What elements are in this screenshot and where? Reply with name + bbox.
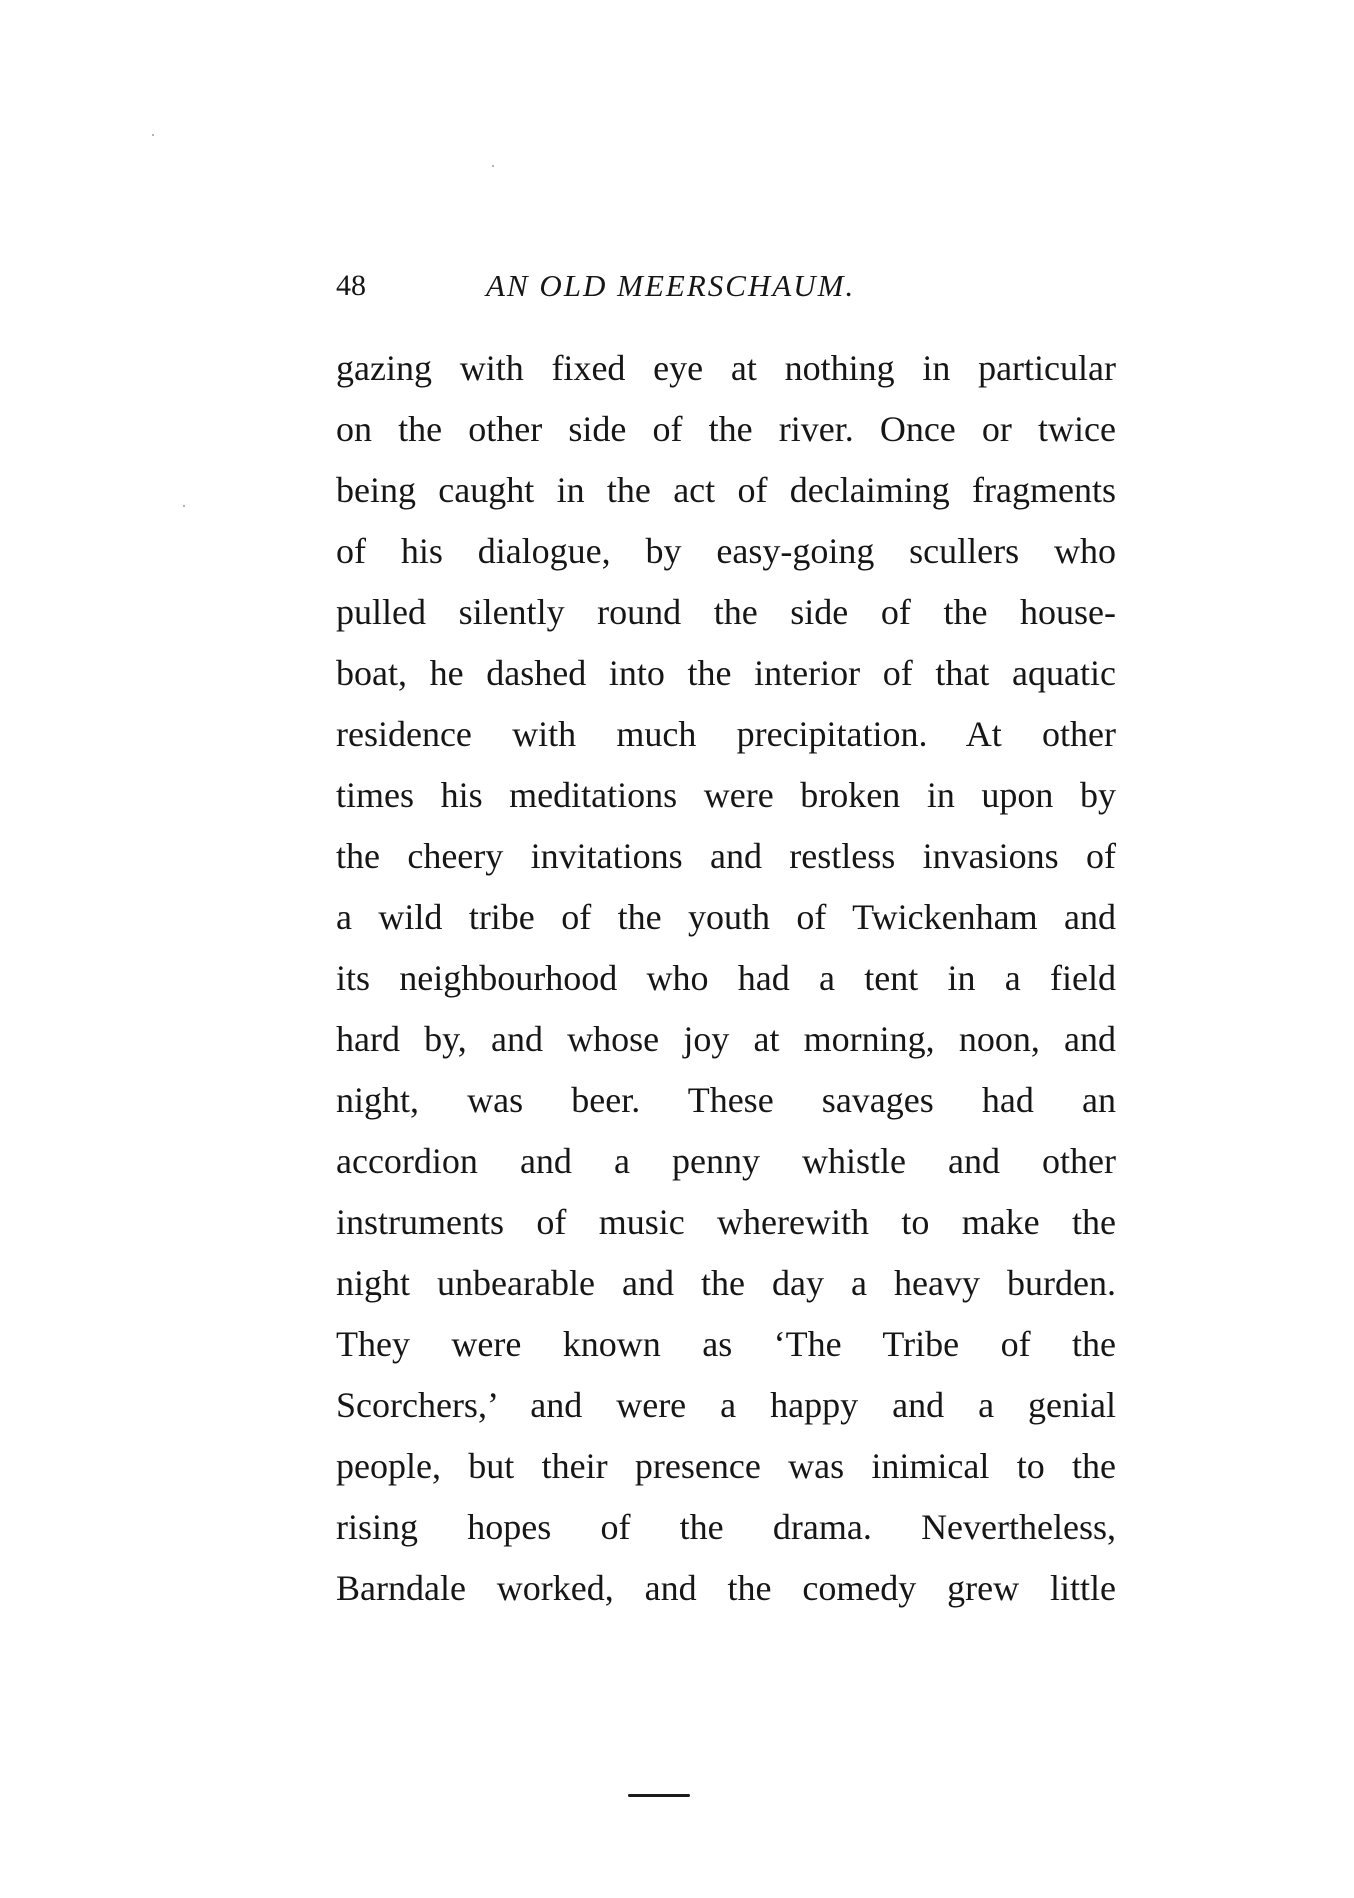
text-line: night, was beer. These savages had an — [336, 1080, 1116, 1120]
text-line: its neighbourhood who had a tent in a field — [336, 958, 1116, 998]
text-line: the cheery invitations and restless invasions of — [336, 836, 1116, 876]
text-line: people, but their presence was inimical to the — [336, 1446, 1116, 1486]
text-line: a wild tribe of the youth of Twickenham and — [336, 897, 1116, 937]
paper-speck — [152, 134, 154, 136]
text-line: gazing with fixed eye at nothing in particular — [336, 348, 1116, 388]
text-line: accordion and a penny whistle and other — [336, 1141, 1116, 1181]
paper-speck — [492, 165, 494, 167]
text-line: boat, he dashed into the interior of that aquatic — [336, 653, 1116, 693]
body-text — [336, 338, 1116, 1619]
text-line: being caught in the act of declaiming fragments — [336, 470, 1116, 510]
text-line: Scorchers,’ and were a happy and a genial — [336, 1385, 1116, 1425]
text-line: They were known as ‘The Tribe of the — [336, 1324, 1116, 1364]
text-line: hard by, and whose joy at morning, noon, and — [336, 1019, 1116, 1059]
text-line: night unbearable and the day a heavy burden. — [336, 1263, 1116, 1303]
page-number: 48 — [336, 269, 366, 302]
text-line: instruments of music wherewith to make the — [336, 1202, 1116, 1242]
text-line: residence with much precipitation. At other — [336, 714, 1116, 754]
paper-speck — [183, 505, 185, 507]
text-line: Barndale worked, and the comedy grew little — [336, 1568, 1116, 1608]
text-line: on the other side of the river. Once or twice — [336, 409, 1116, 449]
text-line: times his meditations were broken in upon by — [336, 775, 1116, 815]
text-line: rising hopes of the drama. Nevertheless, — [336, 1507, 1116, 1547]
text-line: pulled silently round the side of the house- — [336, 592, 1116, 632]
text-line: of his dialogue, by easy-going scullers who — [336, 531, 1116, 571]
page-header — [336, 266, 1116, 306]
running-title: AN OLD MEERSCHAUM. — [486, 268, 856, 303]
page-footer-rule — [628, 1794, 690, 1797]
